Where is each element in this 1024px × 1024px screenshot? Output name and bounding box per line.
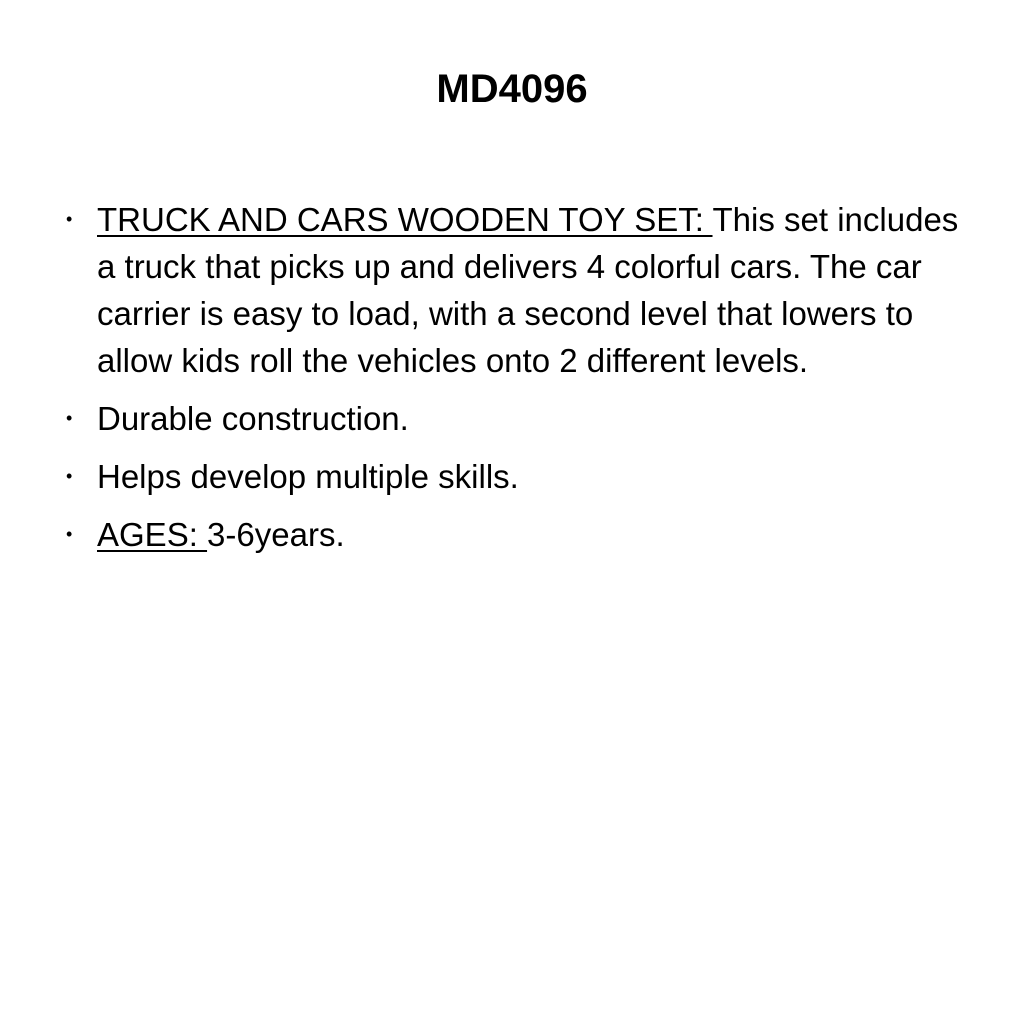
page-title: MD4096 bbox=[436, 67, 588, 111]
feature-list bbox=[60, 196, 980, 569]
bullet-icon: • bbox=[66, 209, 73, 229]
feature-text: Helps develop multiple skills. bbox=[97, 458, 519, 495]
bullet-icon: • bbox=[66, 466, 73, 486]
list-item bbox=[60, 453, 980, 500]
list-item bbox=[60, 395, 980, 442]
list-item bbox=[60, 196, 980, 384]
feature-label: AGES: bbox=[97, 516, 208, 553]
feature-text: Durable construction. bbox=[97, 400, 409, 437]
bullet-icon: • bbox=[66, 408, 73, 428]
list-item bbox=[60, 511, 980, 558]
bullet-icon: • bbox=[66, 524, 73, 544]
feature-text: 3-6years. bbox=[207, 516, 345, 553]
feature-label: TRUCK AND CARS WOODEN TOY SET: bbox=[97, 201, 713, 238]
feature-text: This set includes a truck that picks up and delivers 4 colorful cars. The car carrier is easy to load, with a second level that lowers to allow kids roll the vehicles onto 2 different levels. bbox=[97, 201, 959, 379]
